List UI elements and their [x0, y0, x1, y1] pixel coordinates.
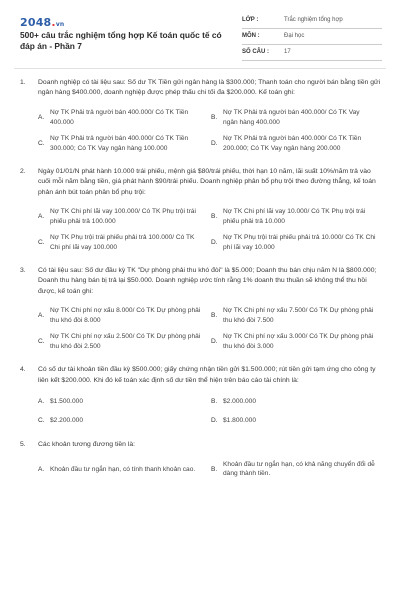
question-text: Có số dư tài khoản tiền đầu kỳ $500.000; giấy chứng nhận tiền gửi $1.500.000; rút tiền gửi tạm ứng cho công ty liên kết $200.000. Khi đó kế toán xác định số dư tiền thể hiện trên báo cáo tài chính là:	[38, 366, 376, 384]
question-1	[14, 78, 386, 157]
answer-option-a[interactable]	[38, 105, 211, 131]
answer-option-a[interactable]	[38, 392, 211, 411]
question-text: Các khoản tương đương tiền là:	[38, 441, 135, 449]
option-letter: B.	[211, 312, 218, 320]
option-letter: B.	[211, 465, 218, 473]
answer-options	[38, 303, 384, 355]
answer-option-b[interactable]	[211, 303, 384, 329]
question-number: 2.	[20, 167, 26, 175]
answer-option-a[interactable]	[38, 303, 211, 329]
option-text: Nợ TK Chi phí lãi vay 10.000/ Có TK Phụ trội trái phiếu phải trả 10.000	[223, 208, 366, 226]
question-list	[14, 78, 386, 492]
question-3	[14, 266, 386, 355]
meta-value: Trắc nghiệm tổng hợp	[284, 17, 343, 23]
option-letter: D.	[211, 239, 218, 247]
option-text: Khoản đầu tư ngắn hạn, có tính thanh khoản cao.	[50, 465, 196, 473]
question-text: Ngày 01/01/N phát hành 10.000 trái phiếu, mệnh giá $80/trái phiếu, thời hạn 10 năm, lãi suất 10%/năm trả vào cuối mỗi năm bằng tiền, giá phát hành $90/trái phiếu. Doanh nghiệp phân bổ phụ trội theo đường thẳng, kế toán phản ánh bút toán phân bổ phụ trội:	[38, 167, 376, 196]
question-number: 1.	[20, 79, 26, 86]
meta-row-count	[242, 45, 382, 61]
option-text: $2.000.000	[223, 397, 257, 405]
page-header	[0, 0, 400, 66]
answer-options	[38, 105, 384, 157]
option-letter: C.	[38, 139, 45, 147]
meta-label: MÔN :	[242, 33, 260, 39]
meta-value: 17	[284, 49, 291, 55]
answer-option-c[interactable]	[38, 131, 211, 157]
meta-label: SỐ CÂU :	[242, 49, 269, 55]
answer-option-c[interactable]	[38, 230, 211, 256]
document-meta	[242, 13, 382, 61]
option-letter: B.	[211, 213, 218, 221]
option-text: Nợ TK Chi phí nợ xấu 7.500/ Có TK Dự phòng phải thu khó đòi 7.500	[223, 307, 374, 325]
answer-option-b[interactable]	[211, 105, 384, 131]
option-text: Nợ TK Chi phí nợ xấu 3.000/ Có TK Dự phòng phải thu khó đòi 3.000	[223, 333, 374, 351]
option-letter: A.	[38, 312, 45, 320]
question-text: Có tài liệu sau: Số dư đầu kỳ TK "Dự phòng phải thu khó đòi" là $5.000; Doanh thu bán chịu năm N là $800.000; Doanh thu hàng bán bị trả lại $50.000. Doanh nghiệp ước tính rằng 1% doanh thu thuần sẽ không thể thu hồi được, kế toán ghi:	[38, 267, 377, 295]
header-divider	[14, 68, 386, 69]
option-letter: D.	[211, 338, 218, 346]
option-text: Nợ TK Phụ trội trái phiếu phải trả 100.000/ Có TK Chi phí lãi vay 100.000	[50, 234, 195, 252]
answer-option-a[interactable]	[38, 456, 211, 482]
meta-value: Đại học	[284, 33, 305, 39]
answer-option-a[interactable]	[38, 204, 211, 230]
option-text: Nợ TK Chi phí nợ xấu 2.500/ Có TK Dự phòng phải thu khó đòi 2.500	[50, 333, 201, 351]
answer-options	[38, 392, 384, 430]
site-logo[interactable]: 2048.vn	[20, 16, 65, 29]
meta-row-class	[242, 13, 382, 29]
answer-option-d[interactable]	[211, 230, 384, 256]
option-letter: C.	[38, 338, 45, 346]
option-text: Nợ TK Phải trả người bán 400.000/ Có TK Tiền 400.000	[50, 109, 189, 126]
option-letter: D.	[211, 139, 218, 147]
answer-option-b[interactable]	[211, 204, 384, 230]
option-text: Nợ TK Chi phí nợ xấu 8.000/ Có TK Dự phòng phải thu khó đòi 8.000	[50, 307, 201, 325]
answer-option-b[interactable]	[211, 392, 384, 411]
option-text: Nợ TK Phải trả người bán 400.000/ Có TK Vay ngân hàng 400.000	[223, 109, 360, 126]
option-text: Nợ TK Phải trả người bán 400.000/ Có TK Tiền 200.000; Có TK Vay ngân hàng 200.000	[223, 135, 362, 152]
question-number: 5.	[20, 441, 26, 449]
answer-options	[38, 204, 384, 256]
question-2	[14, 167, 386, 256]
option-text: Nợ TK Phải trả người bán 400.000/ Có TK Tiền 300.000; Có TK Vay ngân hàng 100.000	[50, 135, 189, 152]
answer-option-c[interactable]	[38, 329, 211, 355]
option-text: Khoản đầu tư ngắn hạn, có khả năng chuyển đổi dễ dàng thành tiền.	[223, 460, 375, 478]
question-4	[14, 365, 386, 430]
answer-option-d[interactable]	[211, 329, 384, 355]
option-letter: D.	[211, 416, 218, 424]
option-letter: A.	[38, 397, 45, 405]
answer-options	[38, 456, 384, 482]
meta-label: LỚP :	[242, 17, 259, 23]
option-text: $2.200.000	[50, 416, 84, 424]
option-letter: B.	[211, 397, 218, 405]
question-5	[14, 440, 386, 482]
answer-option-d[interactable]	[211, 131, 384, 157]
question-number: 3.	[20, 267, 26, 275]
option-text: $1.500.000	[50, 397, 84, 405]
option-text: Nợ TK Phụ trội trái phiếu phải trả 10.000/ Có TK Chi phí lãi vay 10.000	[223, 234, 376, 252]
option-letter: C.	[38, 416, 45, 424]
option-letter: A.	[38, 465, 45, 473]
option-text: Nợ TK Chi phí lãi vay 100.000/ Có TK Phụ trội trái phiếu phải trả 100.000	[50, 208, 196, 226]
document-title: 500+ câu trắc nghiệm tổng hợp Kế toán quốc tế có đáp án - Phần 7	[20, 30, 222, 51]
answer-option-c[interactable]	[38, 411, 211, 430]
question-number: 4.	[20, 366, 26, 374]
answer-option-b[interactable]	[211, 456, 384, 482]
option-letter: B.	[211, 113, 218, 121]
option-letter: A.	[38, 113, 45, 121]
question-text: Doanh nghiệp có tài liệu sau: Số dư TK Tiền gửi ngân hàng là $300.000; Thanh toán cho người bán bằng tiền gửi ngân hàng $400.000, doanh nghiệp được phép thấu chi tối đa $200.000. Kế toán ghi:	[38, 79, 381, 97]
option-letter: A.	[38, 213, 45, 221]
answer-option-d[interactable]	[211, 411, 384, 430]
option-letter: C.	[38, 239, 45, 247]
option-text: $1.800.000	[223, 416, 257, 424]
meta-row-subject	[242, 29, 382, 45]
